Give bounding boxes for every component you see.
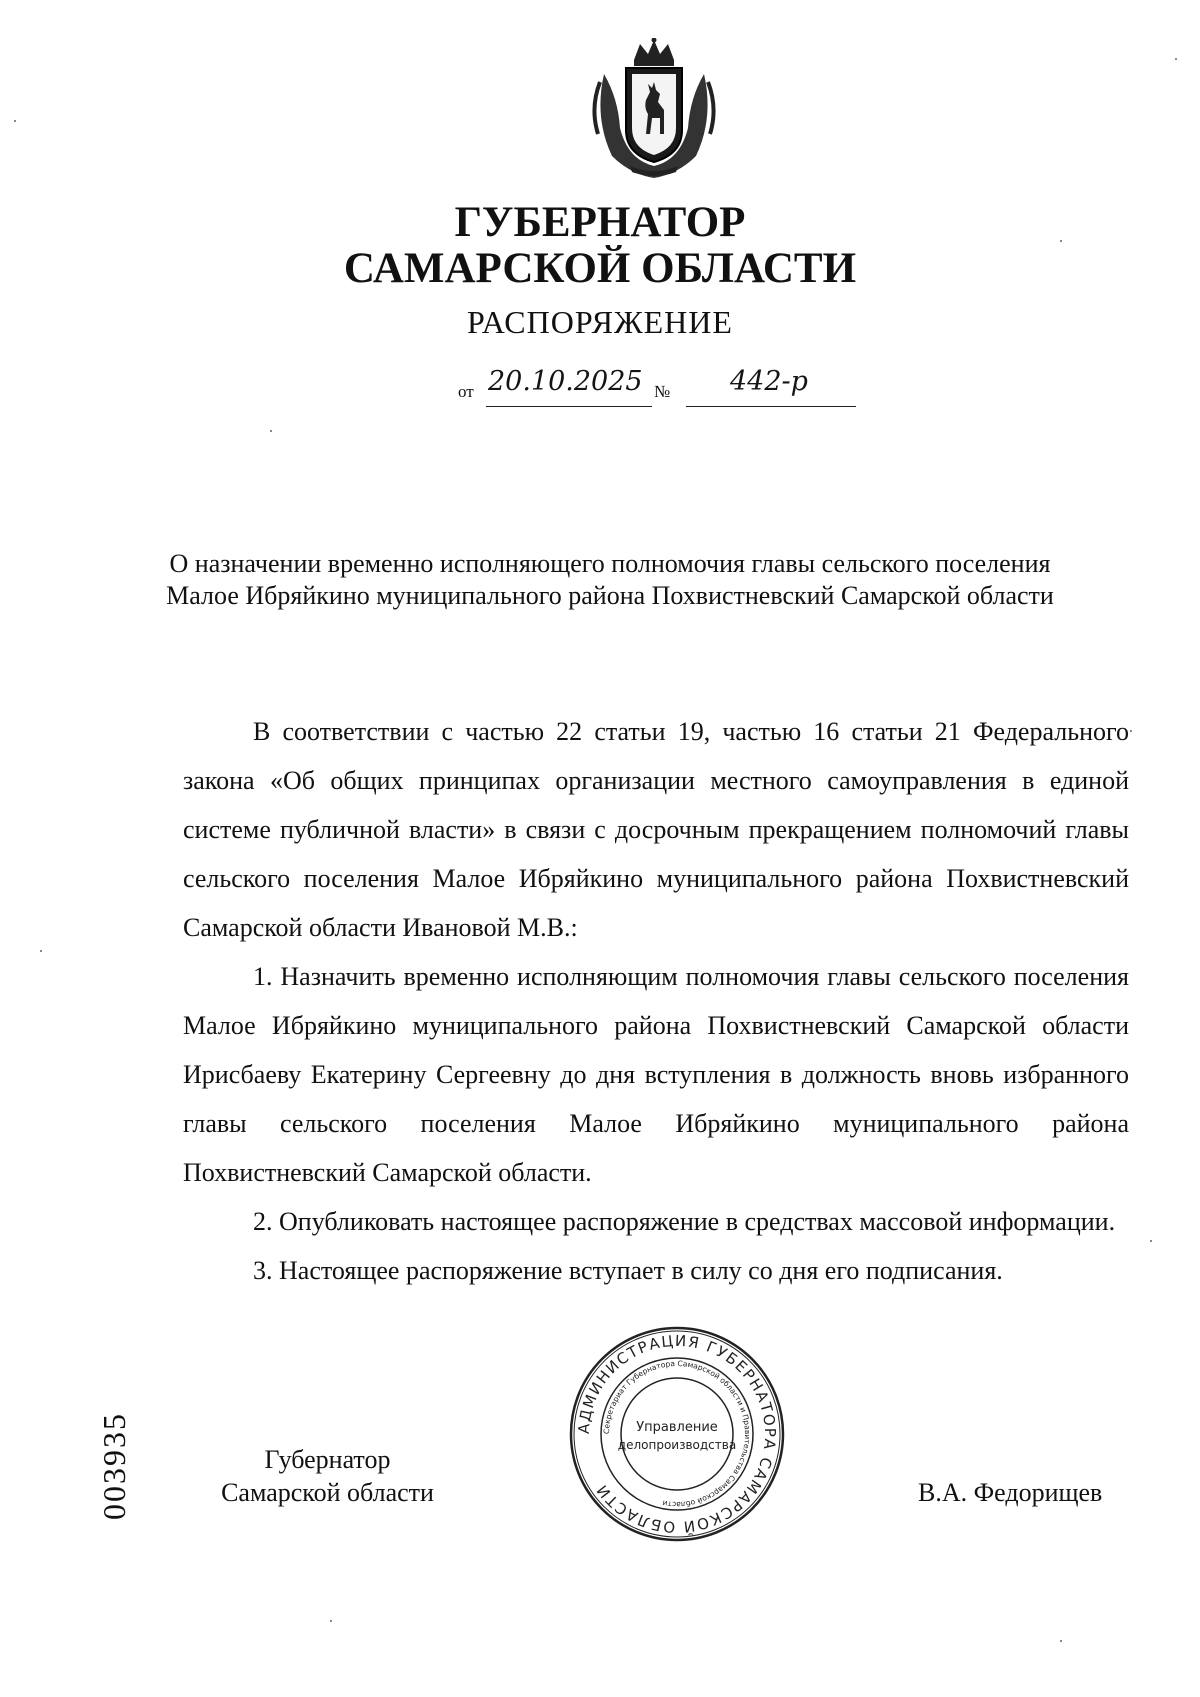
- registration-line: [458, 366, 858, 412]
- document-title: О назначении временно исполняющего полномочия главы сельского поселения Малое Ибряйкино муниципального района Похвистневский Самарской области: [166, 549, 1054, 610]
- item-1-paragraph: 1. Назначить временно исполняющим полномочия главы сельского поселения Малое Ибряйкино муниципального района Похвистневский Самарской области Ирисбаеву Екатерину Сергеевну до дня вступления в должность вновь избранного главы сельского поселения Малое Ибряйкино муниципального района Похвистневский Самарской области.: [183, 962, 1129, 1187]
- stamp-inner-text: Секретариат Губернатора Самарской области и Правительства Самарской области: [601, 1358, 753, 1510]
- scan-speck: [40, 950, 42, 952]
- signatory-position-line2: Самарской области: [221, 1478, 434, 1507]
- document-number: 442-р: [730, 366, 808, 397]
- item-2-paragraph: 2. Опубликовать настоящее распоряжение в средствах массовой информации.: [253, 1207, 1116, 1236]
- scan-speck: [1060, 1640, 1062, 1642]
- number-prefix: №: [654, 382, 671, 401]
- scan-speck: [14, 120, 16, 122]
- scan-speck: [1175, 58, 1177, 60]
- scan-speck: [1130, 730, 1132, 732]
- authority-title-line1: ГУБЕРНАТОР: [454, 199, 746, 246]
- scan-speck: [1150, 1240, 1152, 1242]
- stamp-center-line2: делопроизводства: [617, 1438, 737, 1452]
- document-type: РАСПОРЯЖЕНИЕ: [467, 304, 733, 340]
- authority-title-line2: САМАРСКОЙ ОБЛАСТИ: [343, 245, 857, 292]
- signatory-position: [205, 1443, 450, 1509]
- signatory-name: В.А. Федорищев: [918, 1478, 1103, 1507]
- preamble-paragraph: В соответствии с частью 22 статьи 19, частью 16 статьи 21 Федерального закона «Об общих принципах организации местного самоуправления в единой системе публичной власти» в связи с досрочным прекращением полномочий главы сельского поселения Малое Ибряйкино муниципального района Похвистневский Самарской области Ивановой М.В.:: [183, 717, 1129, 942]
- scan-speck: [1060, 240, 1062, 242]
- scan-speck: [330, 1620, 332, 1622]
- scan-speck: [270, 430, 272, 432]
- item-3-paragraph: 3. Настоящее распоряжение вступает в силу со дня его подписания.: [253, 1256, 1003, 1285]
- registry-side-number: 003935: [96, 1412, 132, 1520]
- stamp-outer-text: АДМИНИСТРАЦИЯ ГУБЕРНАТОРА САМАРСКОЙ ОБЛАСТИ: [574, 1331, 780, 1537]
- date-underline: [486, 406, 652, 407]
- signatory-position-line1: Губернатор: [264, 1445, 391, 1474]
- stamp-center-line1: Управление: [636, 1420, 718, 1435]
- date-prefix: от: [458, 382, 474, 401]
- official-stamp: [568, 1325, 786, 1543]
- coat-of-arms-emblem: [590, 38, 718, 180]
- document-date: 20.10.2025: [488, 366, 643, 397]
- number-underline: [686, 406, 856, 407]
- document-body: [183, 707, 1129, 1295]
